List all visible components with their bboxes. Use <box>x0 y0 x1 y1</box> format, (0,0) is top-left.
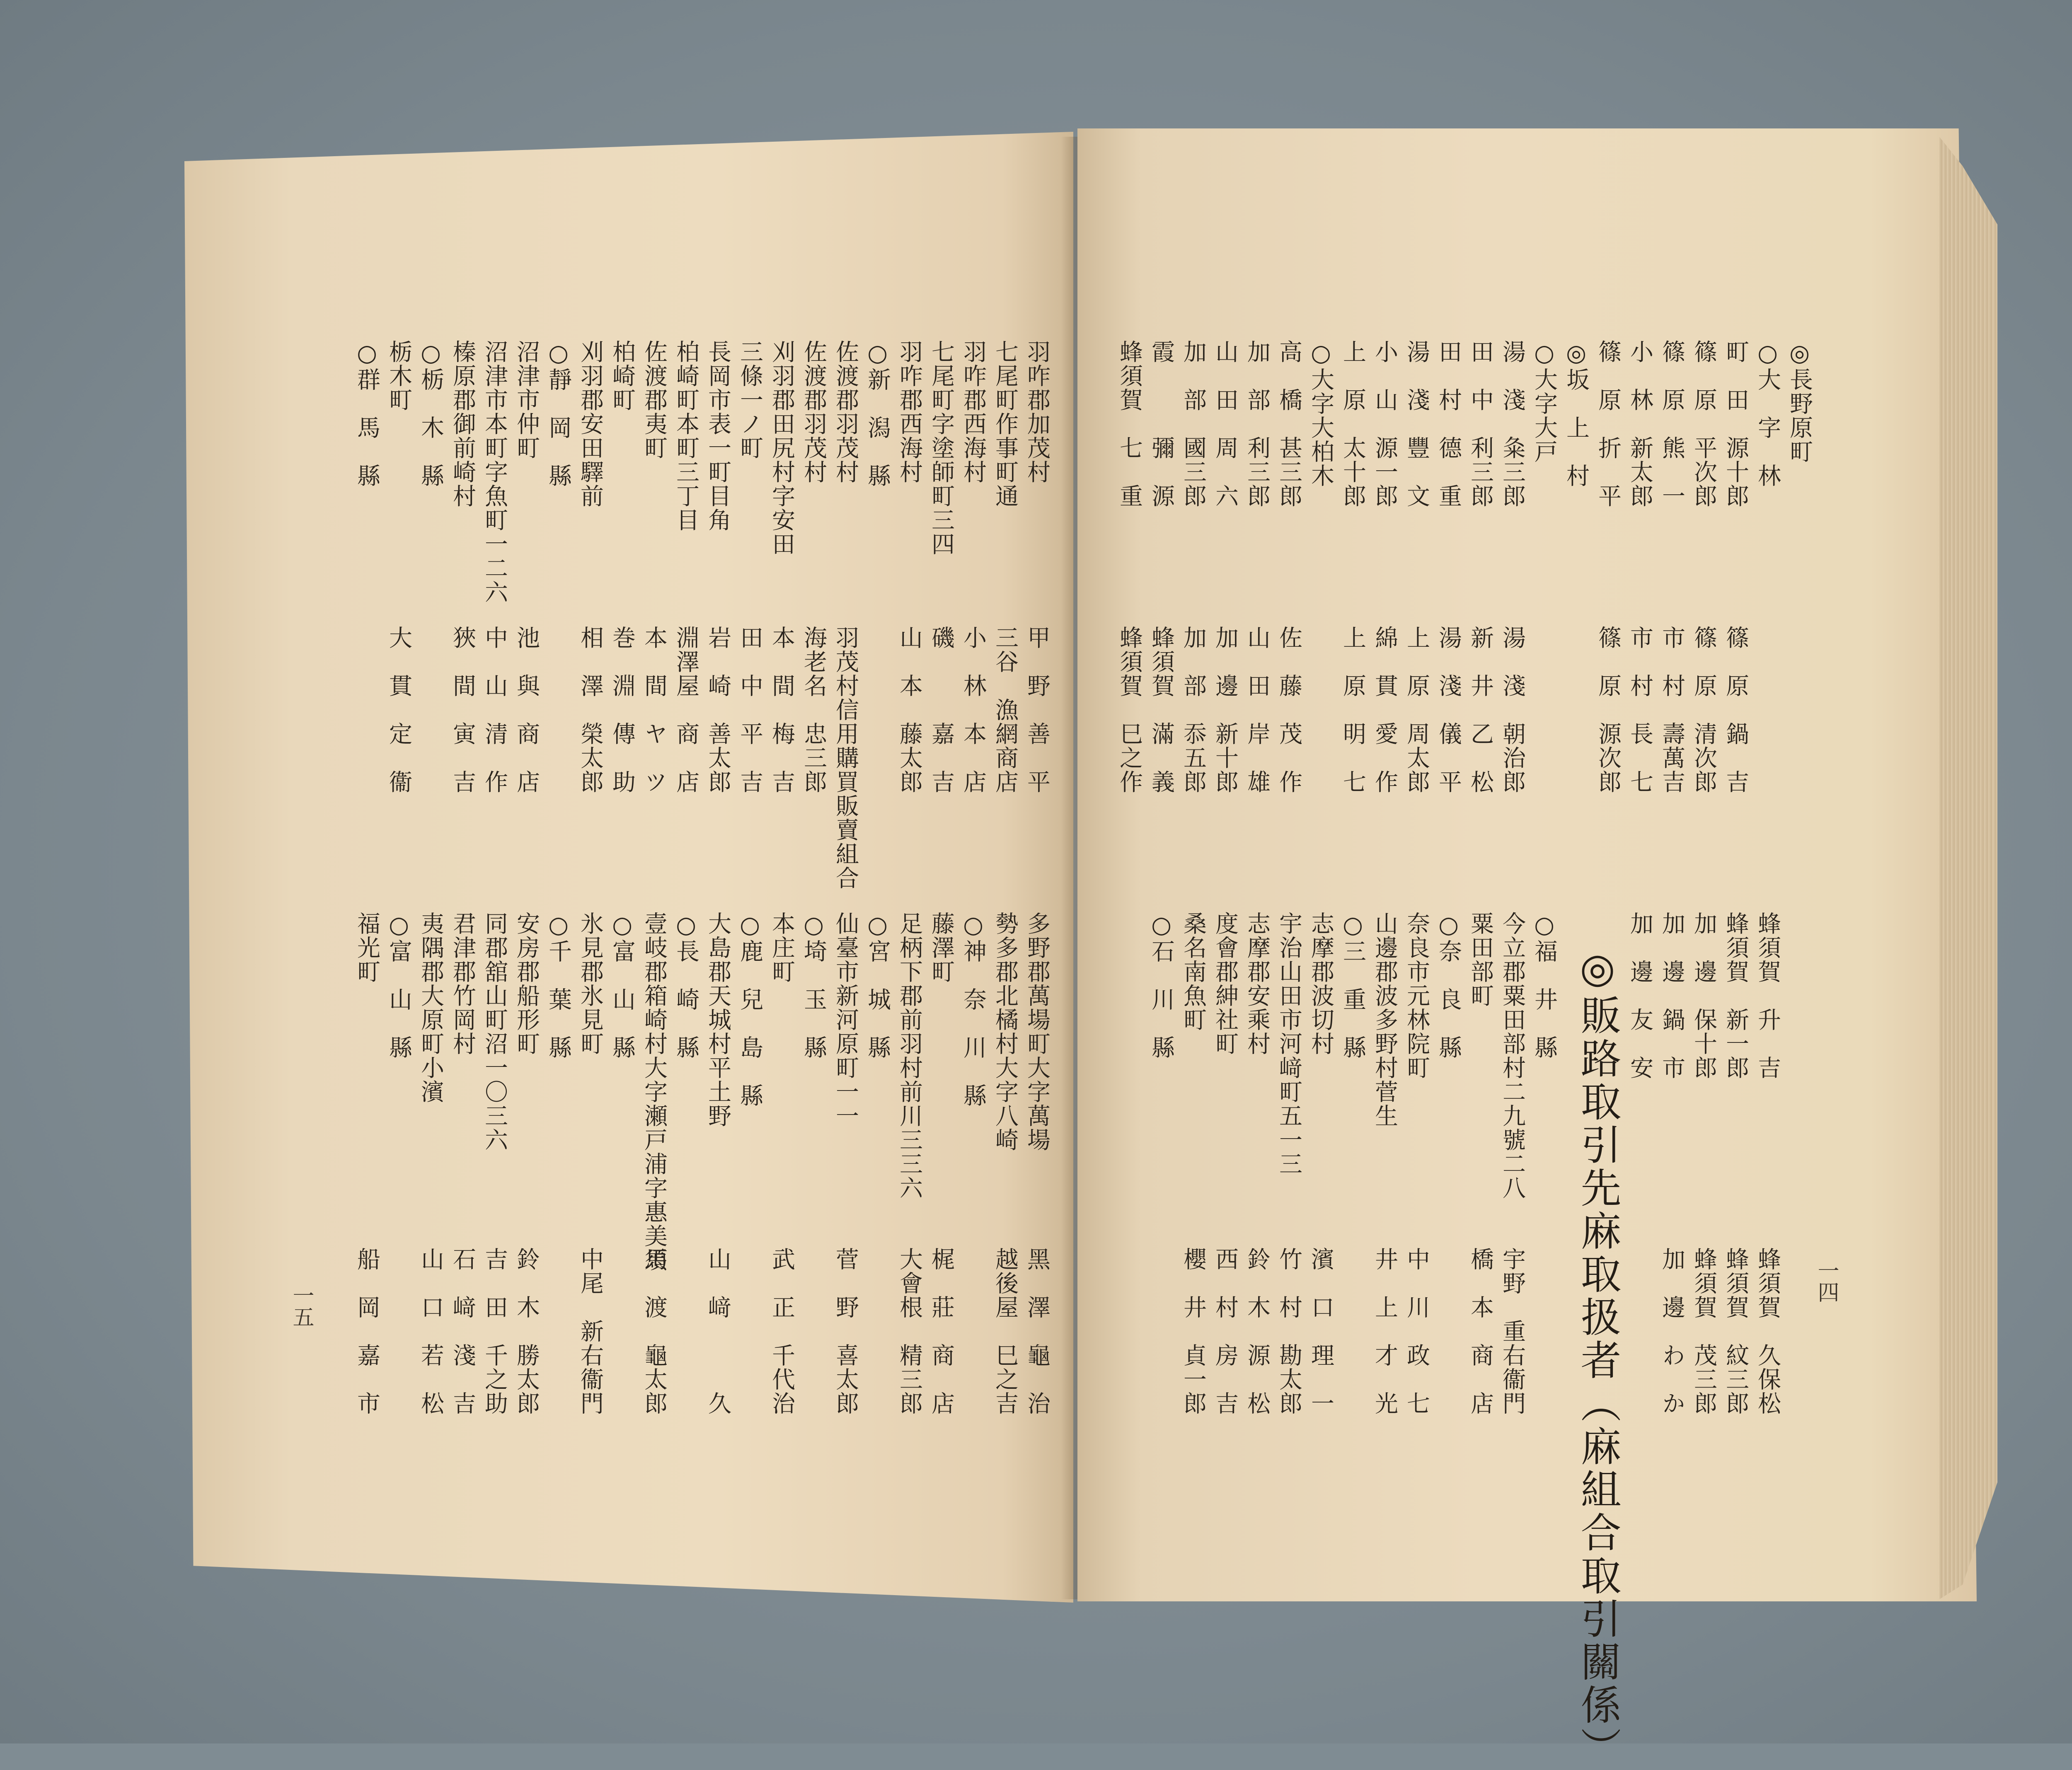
left-page-entry: ○富 山 縣 <box>609 912 636 1059</box>
right-page-entry: 蜂須賀 七 重 <box>1116 340 1143 508</box>
left-page-entry: 甲 野 善 平 <box>1024 626 1051 794</box>
right-page-entry: 篠 原 熊 一 <box>1658 340 1685 508</box>
left-page-entry: 本 間 梅 吉 <box>768 626 795 794</box>
right-page-entry: 山 田 周 六 <box>1212 340 1239 508</box>
right-page-entry: ○福 井 縣 <box>1531 912 1558 1059</box>
right-page-entry: ◎長野原町 <box>1786 340 1813 464</box>
right-page-entry: 篠 原 折 平 <box>1595 340 1622 508</box>
left-page-entry: 仙臺市新河原町一一 <box>832 912 859 1128</box>
left-page-entry: ○群 馬 縣 <box>353 340 380 488</box>
right-page-entry: 小 林 新太郎 <box>1627 340 1653 508</box>
right-page-entry: 今立郡粟田部村二九號二八 <box>1499 912 1526 1200</box>
page-number-left: 一五 <box>289 1284 314 1328</box>
left-page-entry: 本庄町 <box>768 912 795 984</box>
left-page-entry: 田 中 平 吉 <box>736 626 763 794</box>
right-page-entry: 中 川 政 七 <box>1403 1247 1430 1415</box>
left-page-entry: 黑 澤 龜 治 <box>1024 1247 1051 1415</box>
left-page-entry: 小 林 本 店 <box>960 626 987 794</box>
right-page-entry: 粟田部町 <box>1467 912 1494 1008</box>
left-page-entry: ○長 崎 縣 <box>673 912 700 1059</box>
left-page-entry: 中 山 清 作 <box>481 626 508 794</box>
left-page-entry: 氷見郡氷見町 <box>577 912 604 1056</box>
left-page-entry: ○埼 玉 縣 <box>800 912 827 1059</box>
right-page-entry: 田 中 利三郎 <box>1467 340 1494 508</box>
left-page-entry: 武 正 千代治 <box>768 1247 795 1415</box>
right-page-entry: 湯 淺 豐 文 <box>1403 340 1430 508</box>
right-page-entry: 蜂須賀 久保松 <box>1754 1247 1781 1415</box>
right-page-entry: 宇治山田市河﨑町五一三 <box>1276 912 1302 1176</box>
right-page-entry: 蜂須賀 滿 義 <box>1148 626 1175 794</box>
left-page-entry: 藤澤町 <box>928 912 955 984</box>
right-page-entry: 加 邊 鍋 市 <box>1658 912 1685 1080</box>
left-page-entry: 石 﨑 淺 吉 <box>449 1247 476 1415</box>
right-page-entry: ○大 字 林 <box>1754 340 1781 488</box>
left-page-entry: 佐渡郡羽茂村 <box>832 340 859 484</box>
right-page-entry: 加 部 忝五郎 <box>1180 626 1207 794</box>
left-page-entry: 梶 莊 商 店 <box>928 1247 955 1415</box>
right-page-entry: ◎坂 上 村 <box>1563 340 1590 488</box>
right-page-entry: 加 邊 新十郎 <box>1212 626 1239 794</box>
left-page-entry: 羽咋郡加茂村 <box>1024 340 1051 484</box>
right-page-entry: 田 村 德 重 <box>1435 340 1462 508</box>
left-page-entry: 大 貫 定 衞 <box>385 626 412 794</box>
left-page-entry: 大會根 精三郎 <box>896 1247 923 1415</box>
right-page-entry: 上 原 明 七 <box>1339 626 1366 794</box>
left-page-entry: 安房郡船形町 <box>513 912 540 1056</box>
left-page-entry: 中尾 新右衞門 <box>577 1247 604 1415</box>
right-page-entry: 市 村 長 七 <box>1627 626 1653 794</box>
right-page-entry: ○大字大戸 <box>1531 340 1558 464</box>
right-page-entry: 志摩郡波切村 <box>1307 912 1334 1056</box>
left-page-entry: 相 澤 榮太郎 <box>577 626 604 794</box>
left-page-entry: 巻 淵 傳 助 <box>609 626 636 794</box>
right-page-entry: 竹 村 勘太郎 <box>1276 1247 1302 1415</box>
left-page-entry: 七尾町作事町通 <box>992 340 1019 508</box>
right-page-entry: 佐 藤 茂 作 <box>1276 626 1302 794</box>
right-page-entry: 度會郡紳社町 <box>1212 912 1239 1056</box>
left-page-entry: 栃木町 <box>385 340 412 412</box>
left-page-entry: ○鹿 兒 島 縣 <box>736 912 763 1107</box>
right-page-entry: 蜂須賀 巳之作 <box>1116 626 1143 794</box>
right-page-entry: 奈良市元林院町 <box>1403 912 1430 1080</box>
right-page-entry: 小 山 源一郎 <box>1371 340 1398 508</box>
right-page-entry: 湯 淺 朝治郎 <box>1499 626 1526 794</box>
left-page-entry: 壹岐郡箱崎村大字瀬戸浦字惠美須 <box>641 912 668 1272</box>
left-page-entry: 佐渡郡羽茂村 <box>800 340 827 484</box>
right-page-entry: 加 部 國三郎 <box>1180 340 1207 508</box>
right-page-entry: 志摩郡安乘村 <box>1244 912 1271 1056</box>
left-page-entry: 長岡市表一町目角 <box>704 340 731 532</box>
left-page-entry: 羽咋郡西海村 <box>896 340 923 484</box>
left-page-entry: ○栃 木 縣 <box>417 340 444 488</box>
left-page-entry: ○神 奈 川 縣 <box>960 912 987 1107</box>
right-page-entry: ○奈 良 縣 <box>1435 912 1462 1059</box>
left-page-entry: 七尾町字塗師町三四 <box>928 340 955 556</box>
left-page-entry: 君津郡竹岡村 <box>449 912 476 1056</box>
right-page-entry: 市 村 壽萬吉 <box>1658 626 1685 794</box>
right-page-entry: 篠 原 平次郎 <box>1690 340 1717 508</box>
left-page-entry: 榛原郡御前崎村 <box>449 340 476 508</box>
right-page-entry: 加 部 利三郎 <box>1244 340 1271 508</box>
left-page-entry: ○千 葉 縣 <box>545 912 572 1059</box>
left-page-entry: 同郡舘山町沼一〇三六 <box>481 912 508 1152</box>
left-page-entry: ○宮 城 縣 <box>864 912 891 1059</box>
right-page-entry: 篠 原 鍋 吉 <box>1722 626 1749 794</box>
right-page-entry: 高 橋 甚三郎 <box>1276 340 1302 508</box>
right-page-entry: 山 田 岸 雄 <box>1244 626 1271 794</box>
left-page-entry: ○靜 岡 縣 <box>545 340 572 488</box>
left-page-entry: 海老名 忠三郎 <box>800 626 827 794</box>
right-page-entry: 宇野 重右衞門 <box>1499 1247 1526 1415</box>
left-page-entry: 佐渡郡夷町 <box>641 340 668 460</box>
left-page-entry: 刈羽郡安田驛前 <box>577 340 604 508</box>
right-page-entry: 蜂須賀 茂三郎 <box>1690 1247 1717 1415</box>
right-page-entry: ○石 川 縣 <box>1148 912 1175 1059</box>
left-page-entry: 三谷 漁網商店 <box>992 626 1019 794</box>
right-page-entry: 町 田 源十郎 <box>1722 340 1749 508</box>
right-page-entry: 加 邊 保十郎 <box>1690 912 1717 1080</box>
left-page-entry: 夷隅郡大原町小濱 <box>417 912 444 1104</box>
left-page-entry: ○富 山 縣 <box>385 912 412 1059</box>
right-page-entry: 西 村 房 吉 <box>1212 1247 1239 1415</box>
left-page-entry: 吉 田 千之助 <box>481 1247 508 1415</box>
right-page-entry: 山邊郡波多野村菅生 <box>1371 912 1398 1128</box>
right-page-entry: 蜂須賀 紋三郎 <box>1722 1247 1749 1415</box>
left-page-entry: 刈羽郡田尻村字安田 <box>768 340 795 556</box>
left-page-entry: 沼津市仲町 <box>513 340 540 460</box>
left-page-entry: ○新 潟 縣 <box>864 340 891 488</box>
left-page-entry: 池 與 商 店 <box>513 626 540 794</box>
left-page-entry: 馬 渡 龜太郎 <box>641 1247 668 1415</box>
right-page-entry: 湯 淺 儀 平 <box>1435 626 1462 794</box>
right-page-entry: 桑名南魚町 <box>1180 912 1207 1032</box>
page-number-right: 一四 <box>1814 1260 1839 1303</box>
left-page-entry: 羽咋郡西海村 <box>960 340 987 484</box>
left-page-entry: 山 﨑 久 <box>704 1247 731 1415</box>
page-edges <box>1939 137 1997 1599</box>
right-page-entry: 新 井 乙 松 <box>1467 626 1494 794</box>
left-page-entry: 足柄下郡前羽村前川三三六 <box>896 912 923 1200</box>
right-page-entry: 上 原 周太郎 <box>1403 626 1430 794</box>
left-page-entry: 山 本 藤太郎 <box>896 626 923 794</box>
right-page-entry: 蜂須賀 新一郎 <box>1722 912 1749 1080</box>
right-page-entry: 鈴 木 源 松 <box>1244 1247 1271 1415</box>
left-page-entry: 鈴 木 勝太郎 <box>513 1247 540 1415</box>
right-page-entry: 篠 原 源次郎 <box>1595 626 1622 794</box>
left-page-entry: 柏崎町 <box>609 340 636 412</box>
left-page-entry: 沼津市本町字魚町一二六 <box>481 340 508 604</box>
left-page-entry: 大島郡天城村平土野 <box>704 912 731 1128</box>
left-page-entry: 多野郡萬場町大字萬場 <box>1024 912 1051 1152</box>
right-page-entry: 井 上 才 光 <box>1371 1247 1398 1415</box>
right-page-entry: 上 原 太十郎 <box>1339 340 1366 508</box>
left-page-entry: 菅 野 喜太郎 <box>832 1247 859 1415</box>
right-page-entry: 蜂須賀 升 吉 <box>1754 912 1781 1080</box>
right-page-entry: 加 邊 わ か <box>1658 1247 1685 1415</box>
right-page-entry: ○大字大柏木 <box>1307 340 1334 488</box>
left-page-entry: 磯 嘉 吉 <box>928 626 955 794</box>
left-page-entry: 福光町 <box>353 912 380 984</box>
left-page-entry: 柏崎町本町三丁目 <box>673 340 700 532</box>
right-page-entry: 霞 彌 源 <box>1148 340 1175 508</box>
left-page-entry: 岩 崎 善太郎 <box>704 626 731 794</box>
right-page-entry: 篠 原 清次郎 <box>1690 626 1717 794</box>
right-page-entry: 濱 口 理 一 <box>1307 1247 1334 1415</box>
left-page-entry: 羽茂村信用購買販賣組合 <box>832 626 859 890</box>
right-page-entry: 綿 貫 愛 作 <box>1371 626 1398 794</box>
left-page-entry: 狹 間 寅 吉 <box>449 626 476 794</box>
left-page-entry: 越後屋 巳之吉 <box>992 1247 1019 1415</box>
left-page-entry: 船 岡 嘉 市 <box>353 1247 380 1415</box>
right-page-entry: 湯 淺 粂三郎 <box>1499 340 1526 508</box>
left-page-entry: 淵澤屋 商 店 <box>673 626 700 794</box>
right-page-entry: 橋 本 商 店 <box>1467 1247 1494 1415</box>
left-page-entry: 本 間 ヤ ツ <box>641 626 668 794</box>
left-page-entry: 三條一ノ町 <box>736 340 763 460</box>
right-page-entry: 櫻 井 貞一郎 <box>1180 1247 1207 1415</box>
left-page-entry: 山 口 若 松 <box>417 1247 444 1415</box>
left-page-entry: 勢多郡北橘村大字八崎 <box>992 912 1019 1152</box>
section-heading: ◎販路取引先麻取扱者（麻組合取引關係） <box>1574 945 1621 1770</box>
right-page-entry: ○三 重 縣 <box>1339 912 1366 1059</box>
right-page-entry: 加 邊 友 安 <box>1627 912 1653 1080</box>
